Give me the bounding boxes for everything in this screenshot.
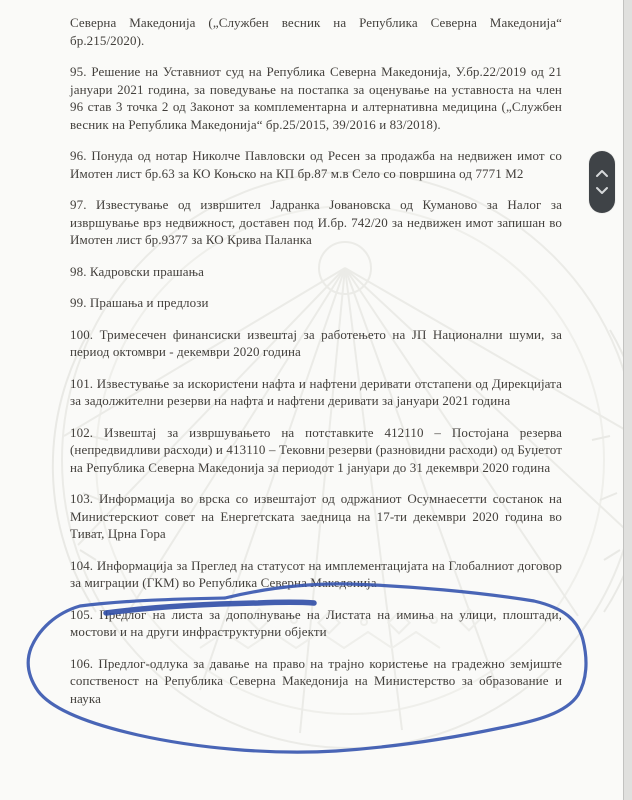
- scroll-up-button[interactable]: [591, 167, 613, 180]
- viewer-right-gutter: [623, 0, 632, 800]
- scroll-buttons: [589, 151, 615, 213]
- document-page: [70, 14, 562, 721]
- agenda-item-98: 98. Кадровски прашања: [70, 263, 205, 279]
- chevron-up-icon: [595, 169, 609, 178]
- agenda-item-105: 105. Предлог на листа за дополнување на Листата на имиња на улици, плоштади, мостови и на други инфраструктурни објекти: [70, 606, 562, 639]
- agenda-item-106: 106. Предлог-одлука за давање на право на трајно користење на градежно земјиште сопственост на Република Северна Македонија на Министерство за образование и наука: [70, 655, 562, 706]
- paragraph-continuation: Северна Македонија („Службен весник на Република Северна Македонија“ бр.215/2020).: [70, 15, 562, 48]
- chevron-down-icon: [595, 186, 609, 195]
- agenda-item-99: 99. Прашања и предлози: [70, 295, 209, 310]
- agenda-item-96: 96. Понуда од нотар Николче Павловски од Ресен за продажба на недвижен имот со Имотен лист бр.63 за КО Коњско на КП бр.87 м.в Село со површина од 7771 М2: [70, 148, 562, 181]
- agenda-item-101: 101. Известување за искористени нафта и нафтени деривати отстапени од Дирекцијата за задолжителни резерви на нафта и нафтени деривати за јануари 2021 година: [70, 375, 562, 408]
- agenda-item-102: 102. Извештај за извршувањето на потставките 412110 – Постојана резерва (непредвидливи расходи) и 413110 – Тековни резерви (разновидни расходи) од Буџетот на Република Северна Македонија за периодот 1 јануари до 31 декември 2020 година: [70, 424, 562, 475]
- scroll-down-button[interactable]: [591, 184, 613, 197]
- agenda-item-104: 104. Информација за Преглед на статусот на имплементацијата на Глобалниот договор за миграции (ГКМ) во Република Северна Македонија: [70, 557, 562, 590]
- agenda-item-103: 103. Информација во врска со извештајот од одржаниот Осумнаесетти состанок на Министерскиот совет на Енергетската заедница на 17-ти декември 2020 година во Тиват, Црна Гора: [70, 491, 562, 541]
- agenda-item-100: 100. Тримесечен финансиски извештај за работењето на ЈП Национални шуми, за период октомври - декември 2020 година: [70, 326, 562, 359]
- agenda-item-97: 97. Известување од извршител Јадранка Јовановска од Куманово за Налог за извршување врз недвижност, доставен под И.бр. 742/20 за недвижен имот запишан во Имотен лист бр.9377 за КО Крива Паланка: [70, 197, 562, 247]
- agenda-item-95: 95. Решение на Уставниот суд на Република Северна Македонија, У.бр.22/2019 од 21 јануари 2021 година, за поведување на постапка за оценување на уставноста на член 96 став 3 точка 2 од Законот за комплементарна и алтернативна медицина („Службен весник на Република Македонија“ бр.25/2015, 39/2016 и 83/2018).: [70, 64, 562, 132]
